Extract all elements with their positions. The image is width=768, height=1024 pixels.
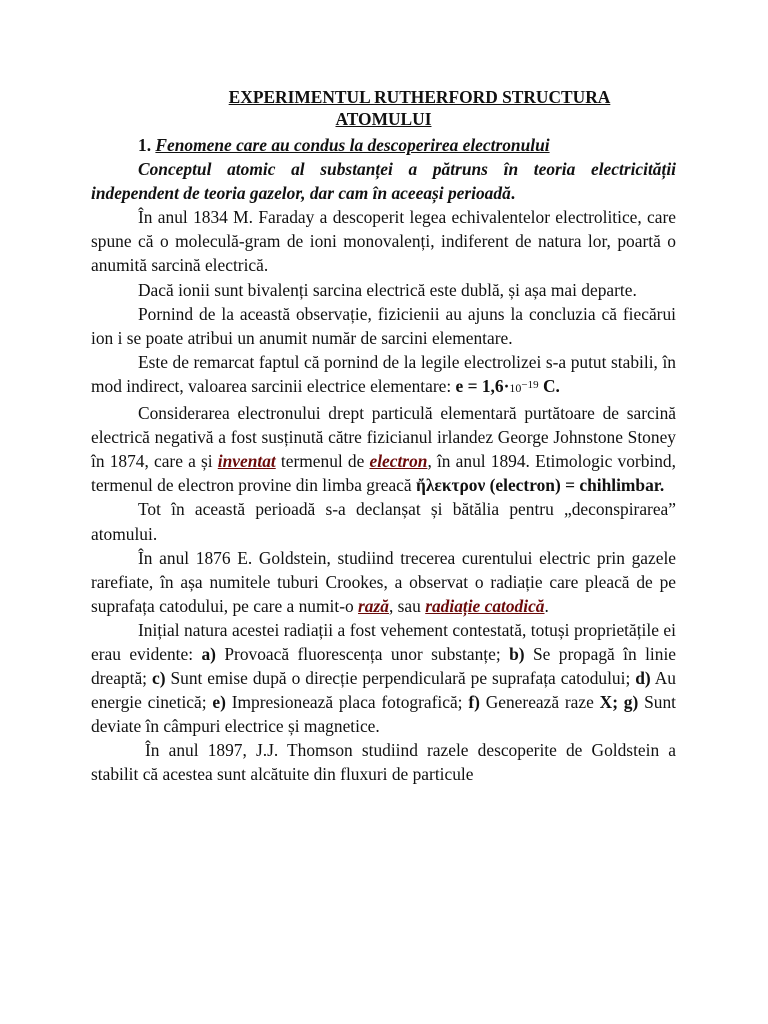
intro-text: Conceptul atomic al substanței a pătruns în teoria electricității independent de teoria gazelor, dar cam în aceeași perioadă (91, 159, 676, 204)
section-number: 1. (138, 135, 152, 155)
goldstein-text-2: , sau (388, 595, 426, 616)
term-electron: electron (369, 451, 428, 472)
property-a-label: a) (201, 643, 216, 664)
property-f-label: f) (468, 692, 480, 713)
paragraph-goldstein (91, 546, 676, 618)
paragraph-thomson: În anul 1897, J.J. Thomson studiind razele descoperite de Goldstein a stabilit că acestea sunt alcătuite din fluxuri de particule (91, 740, 676, 785)
property-c-text: Sunt emise după o direcție perpendiculară pe suprafața catodului; (165, 668, 636, 689)
property-g-text: Sunt deviate în câmpuri electrice și magnetice. (91, 692, 676, 737)
elementary-charge-text: Este de remarcat faptul că pornind de la legile electrolizei s-a putut stabili, în mod indirect, valoarea sarcinii electrice elementare: (91, 351, 676, 396)
intro-paragraph (91, 157, 676, 205)
property-c-label: c) (151, 668, 166, 689)
document-body (91, 86, 676, 787)
term-inventat: inventat (217, 451, 276, 472)
formula-e: e = 1,6· (455, 375, 510, 396)
property-e-label: e) (212, 692, 226, 713)
paragraph-bivalent: Dacă ionii sunt bivalenți sarcina electrică este dublă, și așa mai departe. (138, 279, 637, 300)
intro-period: . (510, 183, 516, 204)
paragraph-faraday: În anul 1834 M. Faraday a descoperit legea echivalentelor electrolitice, care spune că o moleculă-gram de ioni monovalenți, indiferent de natura lor, poartă o anumită sarcină electrică. (91, 207, 676, 276)
property-x-g-label: X; g) (599, 692, 639, 713)
paragraph-conclusion: Pornind de la această observație, fizicienii au ajuns la concluzia că fiecărui ion i se poate atribui un anumit număr de sarcini elementare. (91, 303, 676, 348)
term-raza: rază (358, 595, 389, 616)
term-radiatie-catodica: radiație catodică (425, 595, 545, 616)
page-title (91, 86, 676, 130)
property-d-label: d) (635, 668, 651, 689)
formula-exponent: −19 (521, 378, 539, 391)
goldstein-text-3: . (544, 595, 549, 616)
paragraph-stoney (91, 401, 676, 497)
property-d-text: Au energie cinetică; (91, 668, 676, 713)
paragraph-properties (91, 618, 676, 738)
goldstein-text-1: În anul 1876 E. Goldstein, studiind trecerea curentului electric prin gazele rarefiate, în așa numitele tuburi Crookes, a observat o radiație care pleacă de pe suprafața catodului, pe care a numit-o (91, 547, 676, 616)
formula-unit: C. (538, 375, 560, 396)
property-b-label: b) (509, 643, 525, 664)
paragraph-elementary-charge (91, 350, 676, 401)
greek-etymology: ἤλεκτρον (electron) = chihlimbar. (415, 475, 665, 496)
title-line-1: EXPERIMENTUL RUTHERFORD STRUCTURA (228, 87, 611, 107)
formula-power-base: 10 (509, 380, 522, 395)
stoney-text-1: Considerarea electronului drept particulă elementară purtătoare de sarcină electrică negativă a fost susținută către fizicianul irlandez George Johnstone Stoney în 1874, care a și (91, 403, 676, 472)
stoney-text-2: termenul de (275, 451, 370, 472)
property-f-text: Generează raze (479, 692, 600, 713)
paragraph-atom-battle: Tot în această perioadă s-a declanșat și bătălia pentru „deconspirarea” atomului. (91, 499, 676, 544)
title-line-2: ATOMULUI (335, 109, 432, 129)
properties-intro: Inițial natura acestei radiații a fost vehement contestată, totuși proprietățile ei erau evidente: (91, 619, 676, 664)
property-a-text: Provoacă fluorescența unor substanțe; (215, 643, 510, 664)
property-e-text: Impresionează placa fotografică; (225, 692, 469, 713)
stoney-text-3: , în anul 1894. Etimologic vorbind, termenul de electron provine din limba greacă (91, 451, 676, 496)
property-b-text: Se propagă în linie dreaptă; (91, 643, 677, 689)
section-heading (91, 133, 676, 157)
section-heading-text: Fenomene care au condus la descoperirea electronului (155, 135, 550, 155)
